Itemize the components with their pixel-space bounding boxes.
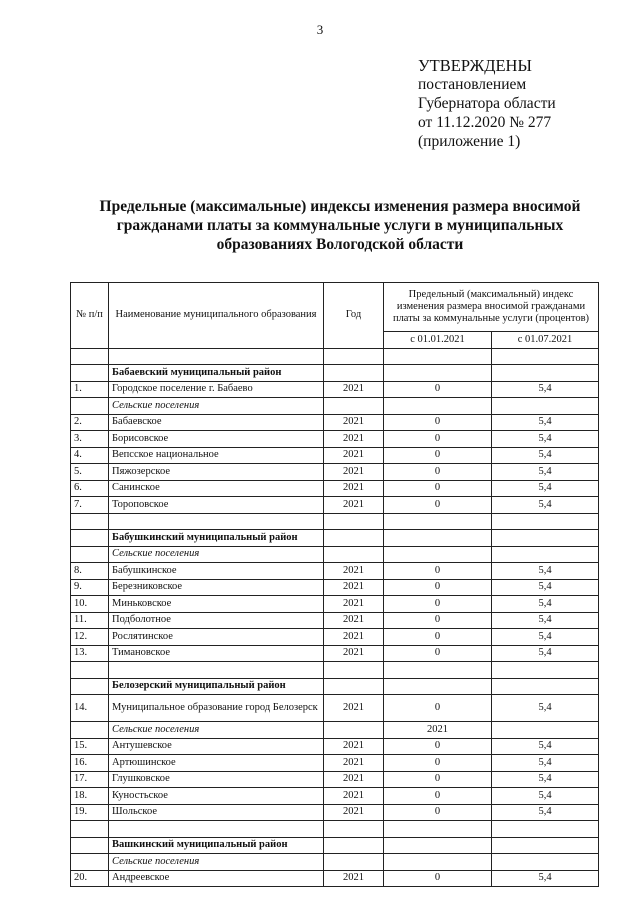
- row-name: Городское поселение г. Бабаево: [109, 381, 324, 398]
- subheading-row: [71, 398, 599, 415]
- row-num: 2.: [71, 414, 109, 431]
- row-year: 2021: [324, 645, 384, 662]
- row-index-jul: 5,4: [492, 414, 599, 431]
- row-year: 2021: [324, 629, 384, 646]
- spacer-cell: [324, 662, 384, 679]
- row-index-jan: [384, 546, 492, 563]
- table-row: [71, 870, 599, 887]
- row-num: 16.: [71, 755, 109, 772]
- row-num: [71, 546, 109, 563]
- row-year: 2021: [324, 695, 384, 722]
- row-num: [71, 530, 109, 547]
- spacer-cell: [492, 513, 599, 530]
- row-num: 11.: [71, 612, 109, 629]
- row-num: [71, 854, 109, 871]
- row-name: Березниковское: [109, 579, 324, 596]
- row-year: [324, 854, 384, 871]
- section-spacer: [71, 662, 599, 679]
- table-body: [71, 348, 599, 887]
- row-year: 2021: [324, 381, 384, 398]
- row-name: Глушковское: [109, 771, 324, 788]
- approval-line: постановлением: [418, 76, 527, 93]
- row-name: Подболотное: [109, 612, 324, 629]
- spacer-cell: [384, 662, 492, 679]
- table-row: [71, 480, 599, 497]
- subheading-label: Сельские поселения: [109, 398, 324, 415]
- row-name: Андреевское: [109, 870, 324, 887]
- row-year: 2021: [324, 563, 384, 580]
- row-index-jul: [492, 398, 599, 415]
- district-name: Бабушкинский муниципальный район: [109, 530, 324, 547]
- row-index-jul: 5,4: [492, 870, 599, 887]
- row-index-jul: 5,4: [492, 629, 599, 646]
- row-index-jan: 0: [384, 414, 492, 431]
- row-year: 2021: [324, 596, 384, 613]
- approval-line: УТВЕРЖДЕНЫ: [418, 56, 532, 75]
- row-num: 15.: [71, 738, 109, 755]
- row-year: 2021: [324, 497, 384, 514]
- row-index-jul: 5,4: [492, 645, 599, 662]
- approval-line: Губернатора области: [418, 95, 556, 112]
- row-year: [324, 722, 384, 739]
- row-index-jul: 5,4: [492, 596, 599, 613]
- row-name: Шольское: [109, 804, 324, 821]
- table-row: [71, 629, 599, 646]
- row-year: [324, 530, 384, 547]
- table-row: [71, 579, 599, 596]
- table-row: [71, 431, 599, 448]
- row-num: 20.: [71, 870, 109, 887]
- row-num: 7.: [71, 497, 109, 514]
- row-index-jan: 0: [384, 755, 492, 772]
- row-index-jan: 0: [384, 464, 492, 481]
- spacer-cell: [109, 662, 324, 679]
- header-name: Наименование муниципального образования: [109, 283, 324, 349]
- spacer-cell: [109, 821, 324, 838]
- row-num: 17.: [71, 771, 109, 788]
- row-num: [71, 365, 109, 382]
- row-index-jan: 0: [384, 788, 492, 805]
- document-title: [80, 197, 600, 254]
- row-index-jan: 0: [384, 870, 492, 887]
- spacer-cell: [384, 513, 492, 530]
- row-index-jul: 5,4: [492, 695, 599, 722]
- district-row: [71, 837, 599, 854]
- row-year: [324, 546, 384, 563]
- district-row: [71, 678, 599, 695]
- table-row: [71, 755, 599, 772]
- row-index-jul: [492, 837, 599, 854]
- row-year: 2021: [324, 788, 384, 805]
- district-row: [71, 365, 599, 382]
- row-index-jan: 0: [384, 695, 492, 722]
- row-num: 8.: [71, 563, 109, 580]
- spacer-cell: [492, 821, 599, 838]
- row-index-jul: 5,4: [492, 738, 599, 755]
- row-year: [324, 365, 384, 382]
- row-num: 3.: [71, 431, 109, 448]
- row-index-jul: [492, 530, 599, 547]
- row-num: 19.: [71, 804, 109, 821]
- approval-stamp: [418, 56, 618, 151]
- row-name: Тороповское: [109, 497, 324, 514]
- row-num: [71, 398, 109, 415]
- section-spacer: [71, 348, 599, 365]
- approval-line: от 11.12.2020 № 277: [418, 114, 552, 131]
- row-index-jan: [384, 530, 492, 547]
- row-num: 1.: [71, 381, 109, 398]
- row-index-jan: 0: [384, 596, 492, 613]
- spacer-cell: [109, 513, 324, 530]
- row-num: [71, 837, 109, 854]
- row-num: 9.: [71, 579, 109, 596]
- subheading-row: [71, 854, 599, 871]
- district-row: [71, 530, 599, 547]
- row-num: 5.: [71, 464, 109, 481]
- row-name: Артюшинское: [109, 755, 324, 772]
- subheading-label: Сельские поселения: [109, 854, 324, 871]
- row-index-jan: 2021: [384, 722, 492, 739]
- row-num: 13.: [71, 645, 109, 662]
- row-index-jan: [384, 398, 492, 415]
- row-year: [324, 837, 384, 854]
- table-row: [71, 695, 599, 722]
- row-year: 2021: [324, 414, 384, 431]
- header-from-jan: с 01.01.2021: [384, 332, 492, 349]
- header-index: Предельный (максимальный) индекс изменения размера вносимой гражданами платы за коммунальные услуги (процентов): [384, 283, 599, 332]
- row-name: Куностьское: [109, 788, 324, 805]
- row-index-jan: 0: [384, 497, 492, 514]
- subheading-row: [71, 722, 599, 739]
- row-index-jul: [492, 854, 599, 871]
- header-from-jul: с 01.07.2021: [492, 332, 599, 349]
- row-index-jul: [492, 678, 599, 695]
- subheading-row: [71, 546, 599, 563]
- spacer-cell: [71, 662, 109, 679]
- index-table: [70, 282, 599, 887]
- row-index-jul: [492, 365, 599, 382]
- title-line: образованиях Вологодской области: [216, 236, 464, 253]
- table-row: [71, 497, 599, 514]
- row-index-jan: 0: [384, 738, 492, 755]
- row-index-jan: 0: [384, 431, 492, 448]
- row-num: 14.: [71, 695, 109, 722]
- spacer-cell: [384, 821, 492, 838]
- table-row: [71, 804, 599, 821]
- row-index-jul: 5,4: [492, 612, 599, 629]
- row-index-jul: 5,4: [492, 480, 599, 497]
- row-num: 4.: [71, 447, 109, 464]
- row-index-jan: [384, 365, 492, 382]
- row-num: 12.: [71, 629, 109, 646]
- row-index-jan: 0: [384, 381, 492, 398]
- row-index-jul: 5,4: [492, 579, 599, 596]
- row-index-jul: 5,4: [492, 771, 599, 788]
- title-line: Предельные (максимальные) индексы изменения размера вносимой: [99, 198, 581, 215]
- row-index-jan: 0: [384, 645, 492, 662]
- spacer-cell: [71, 348, 109, 365]
- row-index-jul: 5,4: [492, 563, 599, 580]
- table-row: [71, 612, 599, 629]
- approval-line: (приложение 1): [418, 133, 521, 150]
- spacer-cell: [71, 513, 109, 530]
- table-row: [71, 464, 599, 481]
- row-year: 2021: [324, 480, 384, 497]
- table-row: [71, 771, 599, 788]
- row-index-jul: [492, 546, 599, 563]
- table-row: [71, 738, 599, 755]
- row-index-jul: 5,4: [492, 755, 599, 772]
- table-row: [71, 788, 599, 805]
- row-year: [324, 398, 384, 415]
- row-year: [324, 678, 384, 695]
- row-index-jul: 5,4: [492, 788, 599, 805]
- row-num: 6.: [71, 480, 109, 497]
- spacer-cell: [492, 662, 599, 679]
- table-row: [71, 414, 599, 431]
- row-name: Борисовское: [109, 431, 324, 448]
- row-index-jul: 5,4: [492, 464, 599, 481]
- row-year: 2021: [324, 771, 384, 788]
- row-year: 2021: [324, 431, 384, 448]
- row-index-jan: 0: [384, 480, 492, 497]
- table-row: [71, 645, 599, 662]
- row-index-jan: 0: [384, 447, 492, 464]
- row-year: 2021: [324, 464, 384, 481]
- section-spacer: [71, 821, 599, 838]
- row-num: [71, 722, 109, 739]
- row-index-jul: 5,4: [492, 381, 599, 398]
- table-row: [71, 447, 599, 464]
- row-name: Санинское: [109, 480, 324, 497]
- row-index-jan: [384, 854, 492, 871]
- header-year: Год: [324, 283, 384, 349]
- row-year: 2021: [324, 612, 384, 629]
- row-year: 2021: [324, 447, 384, 464]
- row-index-jul: 5,4: [492, 804, 599, 821]
- row-year: 2021: [324, 804, 384, 821]
- row-name: Тимановское: [109, 645, 324, 662]
- row-name: Рослятинское: [109, 629, 324, 646]
- row-num: 10.: [71, 596, 109, 613]
- spacer-cell: [71, 821, 109, 838]
- row-name: Бабушкинское: [109, 563, 324, 580]
- row-index-jan: 0: [384, 612, 492, 629]
- subheading-label: Сельские поселения: [109, 546, 324, 563]
- spacer-cell: [492, 348, 599, 365]
- table-row: [71, 596, 599, 613]
- row-num: 18.: [71, 788, 109, 805]
- spacer-cell: [324, 348, 384, 365]
- row-name: Миньковское: [109, 596, 324, 613]
- spacer-cell: [324, 513, 384, 530]
- district-name: Белозерский муниципальный район: [109, 678, 324, 695]
- table-row: [71, 563, 599, 580]
- section-spacer: [71, 513, 599, 530]
- row-index-jan: 0: [384, 804, 492, 821]
- spacer-cell: [324, 821, 384, 838]
- row-index-jul: 5,4: [492, 431, 599, 448]
- row-name: Пяжозерское: [109, 464, 324, 481]
- row-year: 2021: [324, 870, 384, 887]
- row-index-jan: 0: [384, 579, 492, 596]
- row-name: Муниципальное образование город Белозерск: [109, 695, 324, 722]
- row-index-jul: [492, 722, 599, 739]
- row-name: Вепсское национальное: [109, 447, 324, 464]
- header-num: № п/п: [71, 283, 109, 349]
- title-line: гражданами платы за коммунальные услуги в муниципальных: [116, 217, 564, 234]
- row-index-jan: 0: [384, 563, 492, 580]
- row-index-jan: 0: [384, 629, 492, 646]
- row-index-jul: 5,4: [492, 447, 599, 464]
- row-name: Антушевское: [109, 738, 324, 755]
- page-number: 3: [316, 22, 324, 37]
- spacer-cell: [384, 348, 492, 365]
- row-index-jan: [384, 678, 492, 695]
- table-row: [71, 381, 599, 398]
- row-name: Бабаевское: [109, 414, 324, 431]
- subheading-label: Сельские поселения: [109, 722, 324, 739]
- district-name: Бабаевский муниципальный район: [109, 365, 324, 382]
- district-name: Вашкинский муниципальный район: [109, 837, 324, 854]
- row-year: 2021: [324, 579, 384, 596]
- row-year: 2021: [324, 755, 384, 772]
- row-index-jan: 0: [384, 771, 492, 788]
- row-year: 2021: [324, 738, 384, 755]
- row-num: [71, 678, 109, 695]
- spacer-cell: [109, 348, 324, 365]
- row-index-jan: [384, 837, 492, 854]
- row-index-jul: 5,4: [492, 497, 599, 514]
